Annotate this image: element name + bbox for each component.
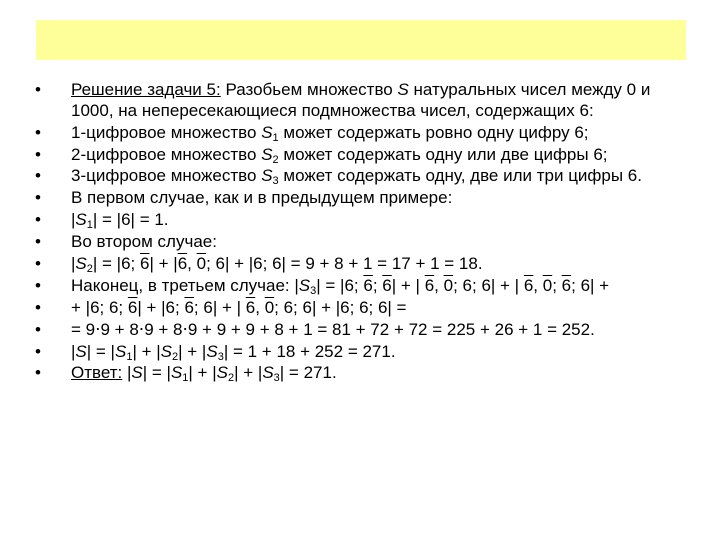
list-item: • $|S| = |S_1| + |S_2| + |S_3| = 1 + 18 + 252 = 271$.	[35, 341, 396, 363]
list-item: • + |6; 6; 6| + |6; 6; 6| + | 6, 0; 6; 6| + |6; 6; 6| =	[35, 297, 407, 317]
list-item: • Ответ: $|S| = |S_1| + |S_2| + |S_3| = 271$.	[35, 363, 337, 385]
solution-heading: Решение задачи 5:	[71, 80, 221, 99]
list-item: • Решение задачи 5: Разобьем множество S натуральных чисел между 0 и 1000, на непересекающиеся подмножества чисел, содержащих 6:	[35, 80, 651, 120]
list-item: • 3-цифровое множество $S_3$ может содержать одну, две или три цифры 6.	[35, 166, 642, 188]
list-item: • $|S_2| = |6$; 6| + |6, 0; 6| + |6; 6| = 9 + 8 + 1 = 17 + 1 = 18.	[35, 254, 483, 276]
bullet: •	[35, 210, 41, 230]
answer-label: Ответ:	[71, 363, 123, 383]
bullet: •	[35, 188, 41, 208]
bullet: •	[35, 319, 41, 339]
list-item: • 1-цифровое множество $S_1$ может содержать ровно одну цифру 6;	[35, 122, 589, 144]
list-item: • Наконец, в третьем случае: $|S_3| = |6$; 6; 6| + | 6, 0; 6; 6| + | 6, 0; 6; 6| +	[35, 275, 610, 297]
title-bar	[36, 20, 686, 60]
bullet: •	[35, 275, 41, 295]
bullet: •	[35, 166, 41, 186]
bullet: •	[35, 341, 41, 361]
list-item: • 2-цифровое множество $S_2$ может содержать одну или две цифры 6;	[35, 144, 608, 166]
bullet: •	[35, 254, 41, 274]
bullet: •	[35, 297, 41, 317]
list-item: • = 9⋅9 + 8⋅9 + 8⋅9 + 9 + 9 + 8 + 1 = 81 + 72 + 72 = 225 + 26 + 1 = 252.	[35, 319, 595, 339]
list-item: • В первом случае, как и в предыдущем примере:	[35, 188, 453, 208]
bullet: •	[35, 363, 41, 383]
list-item: • Во втором случае:	[35, 232, 217, 252]
bullet: •	[35, 122, 41, 142]
solution-list	[0, 80, 720, 385]
list-item: • $|S_1| = |6| = 1$.	[35, 210, 169, 232]
bullet: •	[35, 80, 41, 99]
bullet: •	[35, 232, 41, 252]
bullet: •	[35, 144, 41, 164]
